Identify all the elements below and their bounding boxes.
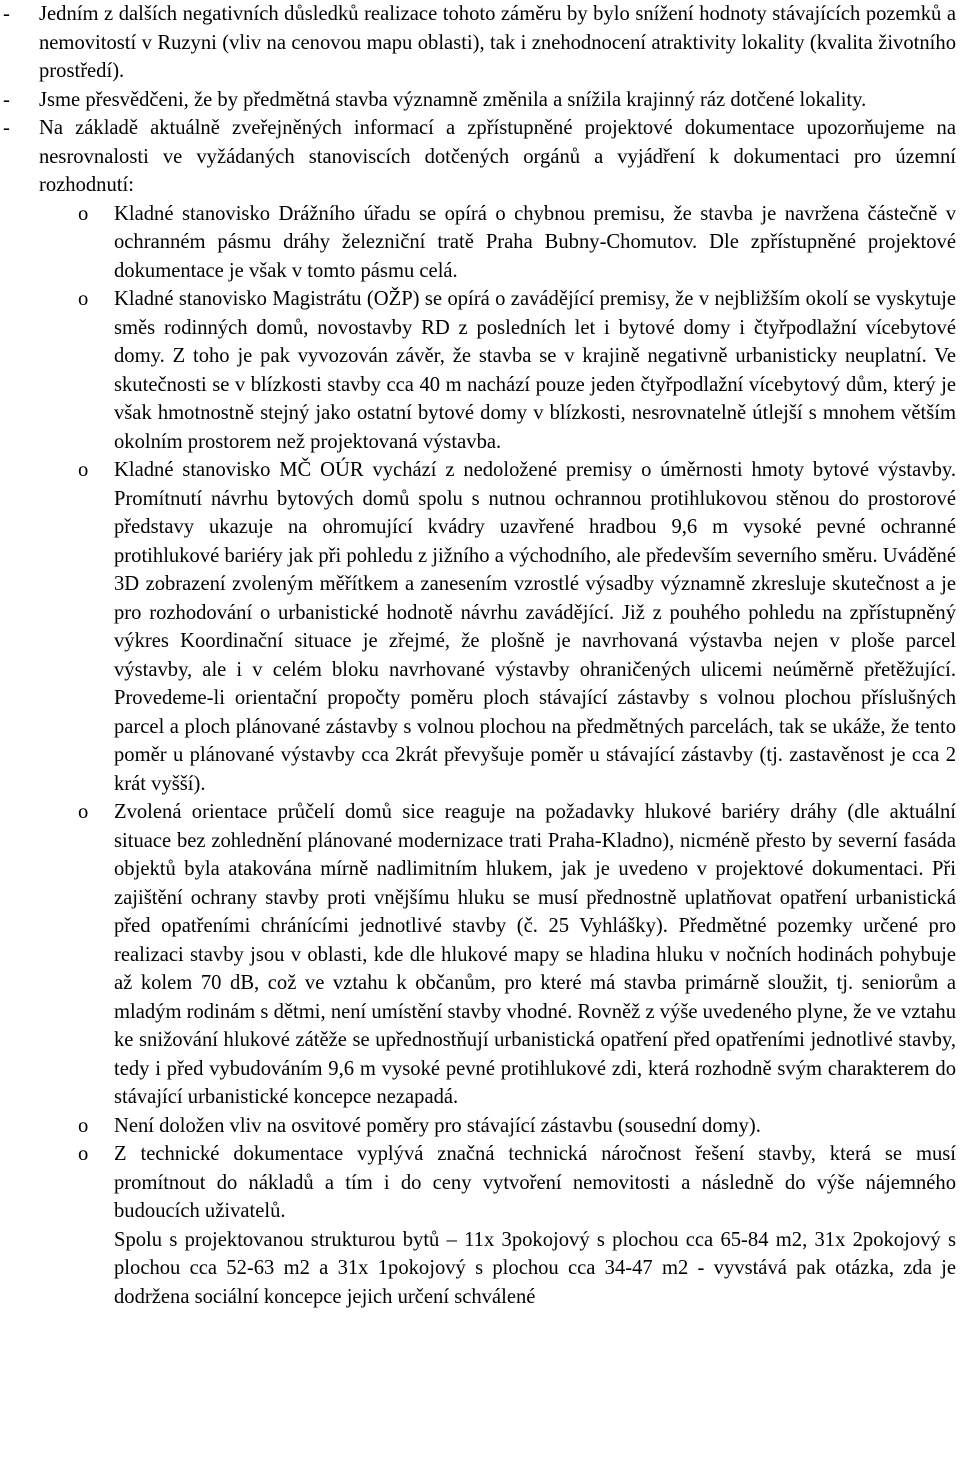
sub-list-item [0, 1112, 960, 1141]
dash-bullet: - [3, 117, 10, 139]
circle-bullet: o [78, 459, 89, 481]
sub-list-item [0, 798, 960, 1112]
sub-list [0, 200, 960, 1226]
paragraph-text: Na základě aktuálně zveřejněných informací a zpřístupněné projektové dokumentace upozorňujeme na nesrovnalosti ve vyžádaných stanoviscích dotčených orgánů a vyjádření k dokumentaci pro územní rozhodnutí: [39, 117, 956, 196]
list-item [0, 0, 960, 86]
circle-bullet: o [78, 1114, 89, 1137]
sub-item-text: Kladné stanovisko Drážního úřadu se opírá o chybnou premisu, že stavba je navržena částečně v ochranném pásmu dráhy železniční tratě Praha Bubny-Chomutov. Dle zpřístupněné projektové dokumentace je však v tomto pásmu celá. [114, 202, 956, 282]
sub-list-item [0, 200, 960, 286]
sub-item-text: Zvolená orientace průčelí domů sice reaguje na požadavky hlukové bariéry dráhy (dle aktuální situace bez zohlednění plánované modernizace trati Praha-Kladno), nicméně přesto by severní fasáda objektů byla atakována mírně nadlimitním hlukem, jak je uvedeno v projektové dokumentaci. Při zajištění ochrany stavby proti vnějšímu hluku se musí přednostně uplatňovat opatření urbanistická před opatřeními chránícími jednotlivé stavby (č. 25 Vyhlášky). Předmětné pozemky určené pro realizaci stavby jsou v oblasti, kde dle hlukové mapy se hladina hluku v nočních hodinách pohybuje až kolem 70 dB, což ve vztahu k občanům, pro které má stavba primárně sloužit, tj. seniorům a mladým rodinám s dětmi, není umístění stavby vhodné. Rovněž z výše uvedeného plyne, že ve vztahu ke snižování hlukové zátěže se upřednostňují urbanistická opatření před opatřeními jednotlivé stavby, tedy i před vybudováním 9,6 m vysoké pevné protihlukové zdi, která rozhodně svým charakterem do stávající urbanistické koncepce nezapadá. [114, 801, 956, 1108]
sub-list-item [0, 456, 960, 798]
continuation-paragraph: Spolu s projektovanou strukturou bytů – 11x 3pokojový s plochou cca 65-84 m2, 31x 2pokojový s plochou cca 52-63 m2 a 31x 1pokojový s plochou cca 34-47 m2 - vyvstává pak otázka, zda je dodržena sociální koncepce jejich určení schválené [114, 1228, 956, 1308]
circle-bullet: o [78, 202, 89, 225]
circle-bullet: o [78, 801, 89, 823]
sub-item-text: Kladné stanovisko MČ OÚR vychází z nedoložené premisy o úměrnosti hmoty bytové výstavby. Promítnutí návrhu bytových domů spolu s nutnou ochrannou protihlukovou stěnou do prostorové představy ukazuje na ohromující kvádry uzavřené hradbou 9,6 m vysoké pevné ochranné protihlukové bariéry jak při pohledu z jižního a východního, ale především severního směru. Uváděné 3D zobrazení zvoleným měřítkem a zanesením vzrostlé výsadby významně zkresluje skutečnost a je pro rozhodování o urbanistické hodnotě návrhu zavádějící. Již z pouhého pohledu na zpřístupněný výkres Koordinační situace je zřejmé, že plošně je navrhovaná výstavba nejen v ploše parcel výstavby, ale i v celém bloku navrhované výstavby ohraničených ulicemi neúměrně přetěžující. Provedeme-li orientační propočty poměru ploch stávající zástavby s volnou plochou příslušných parcel a ploch plánované zástavby s volnou plochou na předmětných parcelách, tak se ukáže, že tento poměr u plánované výstavby cca 2krát převyšuje poměr u stávající zástavby (tj. zastavěnost je cca 2 krát vyšší). [114, 459, 956, 795]
circle-bullet: o [78, 288, 89, 310]
paragraph-text: Jsme přesvědčeni, že by předmětná stavba významně změnila a snížila krajinný ráz dotčené lokality. [39, 88, 867, 111]
sub-item-text: Kladné stanovisko Magistrátu (OŽP) se opírá o zavádějící premisy, že v nejbližším okolí se vyskytuje směs rodinných domů, novostavby RD z posledních let i bytové domy i čtyřpodlažní vícebytové domy. Z toho je pak vyvozován závěr, že stavba se v krajině negativně urbanisticky neuplatní. Ve skutečnosti se v blízkosti stavby cca 40 m nachází pouze jeden čtyřpodlažní vícebytový dům, který je však hmotnostně stejný jako ostatní bytové domy v blízkosti, nesrovnatelně útlejší s mnohem větším okolním prostorem než projektovaná výstavba. [114, 288, 956, 453]
circle-bullet: o [78, 1143, 89, 1165]
list-item [0, 114, 960, 200]
dash-bullet: - [3, 3, 10, 25]
list-item [0, 86, 960, 115]
sub-list-item [0, 1140, 960, 1226]
dash-bullet: - [3, 88, 10, 111]
paragraph-text: Jedním z dalších negativních důsledků realizace tohoto záměru by bylo snížení hodnoty stávajících pozemků a nemovitostí v Ruzyni (vliv na cenovou mapu oblasti), tak i znehodnocení atraktivity lokality (kvalita životního prostředí). [39, 3, 956, 82]
sub-item-text: Není doložen vliv na osvitové poměry pro stávající zástavbu (sousední domy). [114, 1114, 761, 1137]
sub-item-text: Z technické dokumentace vyplývá značná technická náročnost řešení stavby, která se musí promítnout do nákladů a tím i do ceny vytvoření nemovitosti a následně do výše nájemného budoucích uživatelů. [114, 1143, 956, 1222]
sub-list-item [0, 285, 960, 456]
